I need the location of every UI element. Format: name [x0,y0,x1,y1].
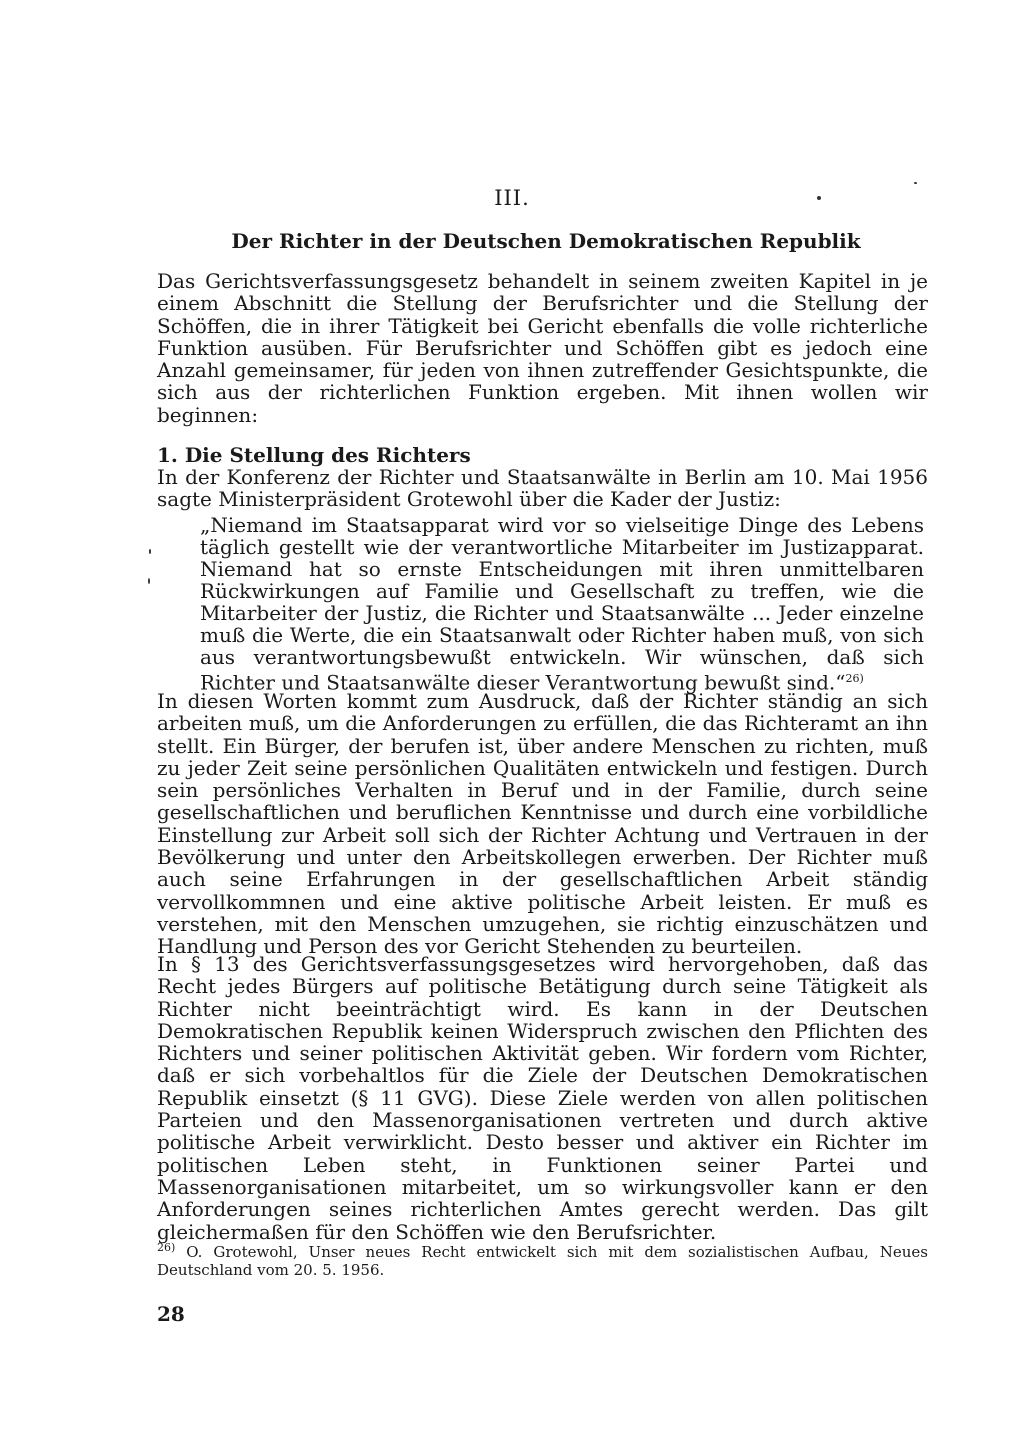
scan-speck [148,578,150,584]
footnote-reference: 26) [845,672,864,685]
grotewohl-quote [200,514,924,694]
scan-speck [817,196,821,200]
worte-paragraph: In diesen Worten kommt zum Ausdruck, daß der Richter ständig an sich arbeiten muß, um die Anforderungen zu erfüllen, die das Richteramt an ihn stellt. Ein Bürger, der berufen ist, über andere Menschen zu richten, muß zu jeder Zeit seine persönlichen Qualitäten entwickeln und festigen. Durch sein persönliches Verhalten in Beruf und in der Familie, durch seine gesellschaftlichen und beruflichen Kenntnisse und durch eine vorbildliche Einstellung zur Arbeit soll sich der Richter Achtung und Vertrauen in der Bevölkerung und unter den Arbeitskollegen erwerben. Der Richter muß auch seine Erfahrungen in der gesellschaftlichen Arbeit ständig vervollkommnen und eine aktive politische Arbeit leisten. Er muß es verstehen, mit den Menschen umzugehen, sie richtig einzuschätzen und Handlung und Person des vor Gericht Stehenden zu beurteilen. [157,689,928,959]
scan-speck [914,182,917,184]
konferenz-paragraph: In der Konferenz der Richter und Staatsanwälte in Berlin am 10. Mai 1956 sagte Ministerpräsident Grotewohl über die Kader der Justiz: [157,465,928,512]
page-number: 28 [157,1302,185,1326]
paragraph-13-paragraph: In § 13 des Gerichtsverfassungsgesetzes wird hervorgehoben, daß das Recht jedes Bürgers auf politische Betätigung durch seine Tätigkeit als Richter nicht beeinträchtigt wird. Es kann in der Deutschen Demokratischen Republik keinen Widerspruch zwischen den Pflichten des Richters und seiner politischen Aktivität geben. Wir fordern vom Richter, daß er sich vorbehaltlos für die Ziele der Deutschen Demokratischen Republik einsetzt (§ 11 GVG). Diese Ziele werden von allen politischen Parteien und den Massenorganisationen vertreten und durch aktive politische Arbeit verwirklicht. Desto besser und aktiver ein Richter im politischen Leben steht, in Funktionen seiner Partei und Massenorganisationen mitarbeitet, um so wirkungsvoller kann er den Anforderungen seines richterlichen Amtes gerecht werden. Das gilt gleichermaßen für den Schöffen wie den Berufsrichter. [157,952,928,1244]
intro-paragraph: Das Gerichtsverfassungsgesetz behandelt in seinem zweiten Kapitel in je einem Abschnitt die Stellung der Berufsrichter und die Stellung der Schöffen, die in ihrer Tätigkeit bei Gericht ebenfalls die volle richterliche Funktion ausüben. Für Berufsrichter und Schöffen gibt es jedoch eine Anzahl gemeinsamer, für jeden von ihnen zutreffender Gesichtspunkte, die sich aus der richterlichen Funktion ergeben. Mit ihnen wollen wir beginnen: [157,269,928,427]
chapter-number: III. [494,186,530,210]
scan-speck [149,549,151,554]
footnote-marker: 26) [157,1241,176,1254]
section-heading: 1. Die Stellung des Richters [157,443,471,467]
footnote-text: O. Grotewohl, Unser neues Recht entwickelt sich mit dem sozialistischen Aufbau, Neues Deutschland vom 20. 5. 1956. [157,1243,928,1279]
chapter-title: Der Richter in der Deutschen Demokratischen Republik [231,229,861,253]
footnote [157,1239,928,1279]
quote-text: „Niemand im Staatsapparat wird vor so vielseitige Dinge des Lebens täglich gestellt wie der verantwortliche Mitarbeiter im Justizapparat. Niemand hat so ernste Entscheidungen mit ihren unmittelbaren Rückwirkungen auf Familie und Gesellschaft zu treffen, wie die Mitarbeiter der Justiz, die Richter und Staatsanwälte ... Jeder einzelne muß die Werte, die ein Staatsanwalt oder Richter haben muß, von sich aus verantwortungsbewußt entwickeln. Wir wünschen, daß sich Richter und Staatsanwälte dieser Verantwortung bewußt sind.“ [200,513,924,695]
